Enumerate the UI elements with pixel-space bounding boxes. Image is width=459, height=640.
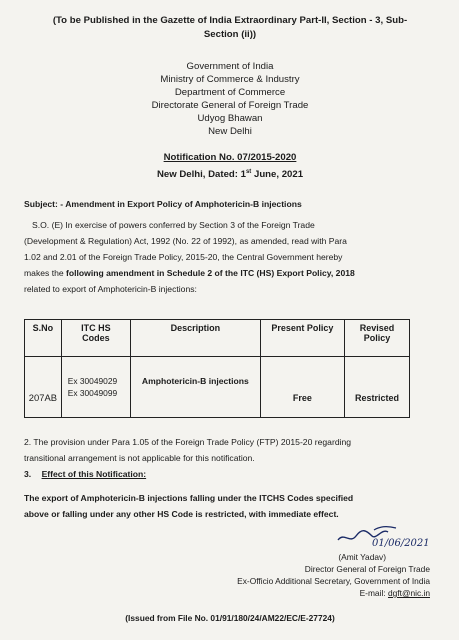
email-label: E-mail: — [359, 588, 388, 598]
date-superscript: st — [245, 169, 252, 175]
cell-revised-policy — [345, 357, 410, 418]
para2-line1: 2. The provision under Para 1.05 of the Foreign Trade Policy (FTP) 2015-20 regarding — [24, 437, 352, 447]
signatory-title-2: Ex-Officio Additional Secretary, Government of India — [237, 576, 430, 586]
notification-header — [80, 151, 380, 182]
table-header-row — [25, 320, 410, 357]
header-present-policy — [260, 320, 344, 357]
header-itc-line2: Codes — [82, 333, 110, 343]
cell-sno — [25, 357, 62, 418]
header-revised-line1: Revised — [359, 323, 395, 333]
header-itc-line1: ITC HS — [81, 323, 111, 333]
para1-line4-pre: makes the — [24, 268, 67, 278]
cell-description-value: Amphotericin-B injections — [141, 376, 249, 386]
header-description — [130, 320, 260, 357]
para3-line2: above or falling under any other HS Code is restricted, with immediate effect. — [24, 509, 339, 519]
paragraph-1-cont — [24, 233, 434, 297]
header-revised-line2: Policy — [363, 333, 391, 343]
para3-heading: Effect of this Notification: — [41, 469, 147, 479]
table-row — [25, 357, 410, 418]
file-reference-footer: (Issued from File No. 01/91/180/24/AM22/EC/E-27724) — [125, 613, 335, 623]
address-line-government: Government of India — [186, 61, 274, 72]
amendment-table — [24, 319, 410, 418]
address-block — [80, 60, 380, 138]
cell-present-value: Free — [292, 393, 312, 403]
date-prefix: New Delhi, Dated: 1 — [156, 169, 246, 181]
header-present-label: Present Policy — [271, 323, 334, 333]
notification-number: Notification No. 07/2015-2020 — [163, 152, 297, 163]
address-line-ministry: Ministry of Commerce & Industry — [160, 74, 300, 85]
cell-sno-value: 207AB — [28, 392, 57, 403]
header-description-label: Description — [170, 323, 221, 333]
gazette-note-line1: (To be Published in the Gazette of India Extraordinary Part-II, Section - 3, Sub- — [52, 15, 408, 26]
cell-itc-codes — [61, 357, 130, 418]
cell-revised-value: Restricted — [355, 393, 400, 403]
cell-code-2: Ex 30049099 — [67, 388, 118, 398]
address-line-city: New Delhi — [208, 126, 252, 137]
header-revised-policy — [345, 320, 410, 357]
cell-description — [130, 357, 260, 418]
cell-present-policy — [260, 357, 344, 418]
paragraph-3-body — [24, 490, 444, 522]
header-sno-label: S.No — [32, 323, 54, 333]
paragraph-1 — [32, 217, 432, 233]
gazette-note-line2: Section (ii)) — [203, 29, 257, 40]
gazette-note — [20, 14, 440, 42]
signatory-title-1: Director General of Foreign Trade — [304, 564, 430, 574]
paragraph-2 — [24, 434, 439, 466]
header-itc-hs-codes — [61, 320, 130, 357]
signatory-email-line — [150, 587, 430, 599]
notification-date — [80, 165, 380, 182]
date-suffix: June, 2021 — [251, 169, 304, 181]
para3-number: 3. — [24, 469, 32, 479]
cell-code-1: Ex 30049029 — [67, 376, 118, 386]
para1-line5: related to export of Amphotericin-B injections: — [24, 284, 197, 294]
para3-line1: The export of Amphotericin-B injections falling under the ITCHS Codes specified — [24, 493, 354, 503]
signatory-block — [150, 551, 430, 599]
handwritten-date: 01/06/2021 — [372, 538, 430, 549]
para1-line2: (Development & Regulation) Act, 1992 (No. 22 of 1992), as amended, read with Para — [24, 236, 347, 246]
address-line-dgft: Directorate General of Foreign Trade — [151, 100, 309, 111]
header-sno — [25, 320, 62, 357]
para1-line4 — [24, 265, 434, 281]
address-line-building: Udyog Bhawan — [197, 113, 263, 124]
subject-line: Subject: - Amendment in Export Policy of Amphotericin-B injections — [24, 199, 302, 209]
para1-line1: S.O. (E) In exercise of powers conferred by Section 3 of the Foreign Trade — [32, 220, 315, 230]
email-link[interactable]: dgft@nic.in — [387, 588, 430, 598]
paragraph-3-heading — [24, 466, 324, 482]
address-line-department: Department of Commerce — [174, 87, 286, 98]
signatory-name: (Amit Yadav) — [338, 552, 386, 562]
para1-line4-bold: following amendment in Schedule 2 of the ITC (HS) Export Policy, 2018 — [66, 268, 355, 278]
para2-line2: transitional arrangement is not applicable for this notification. — [24, 453, 255, 463]
para1-line3: 1.02 and 2.01 of the Foreign Trade Policy, 2015-20, the Central Government hereby — [24, 252, 343, 262]
